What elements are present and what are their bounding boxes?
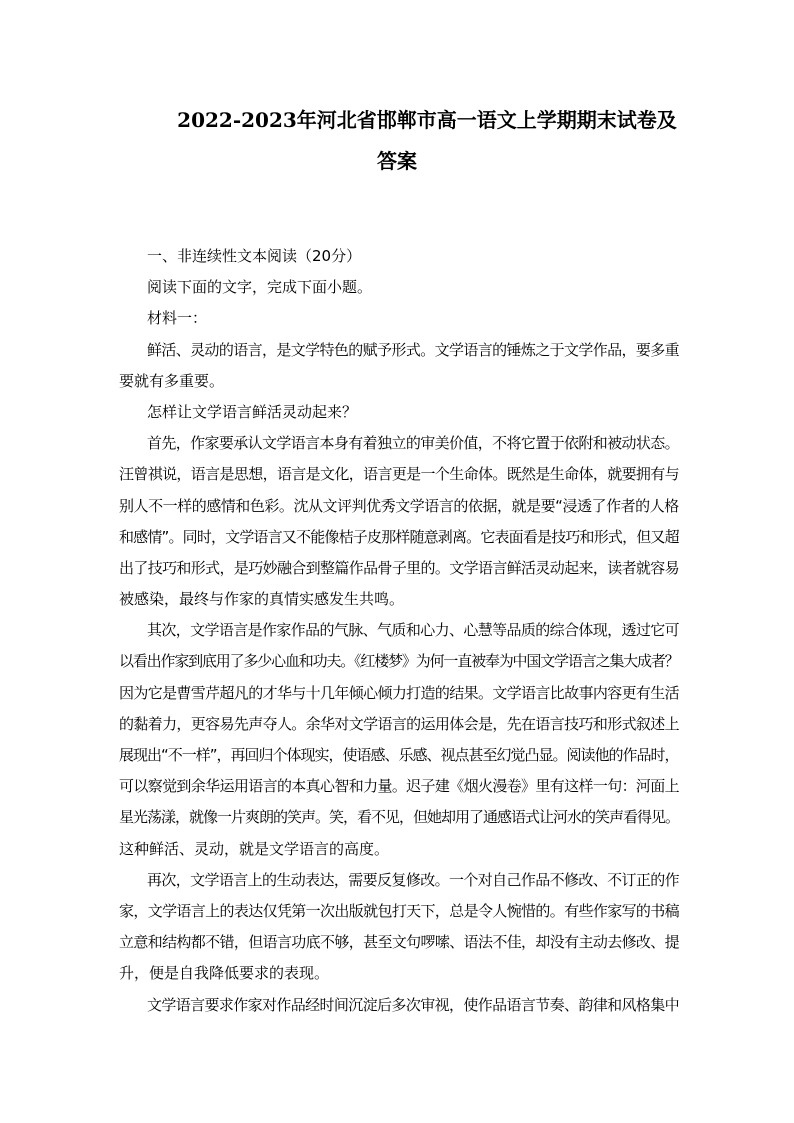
text-line: 可以察觉到余华运用语言的本真心智和力量。迟子建《烟火漫卷》里有这样一句：河面上 xyxy=(119,777,680,796)
paragraph xyxy=(119,620,679,870)
document-body xyxy=(119,246,679,1026)
text-line: 怎样让文学语言鲜活灵动起来？ xyxy=(147,402,358,421)
document-title-line-2: 答案 xyxy=(377,149,417,173)
text-line: 和感情”。同时，文学语言又不能像桔子皮那样随意剥离。它表面看是技巧和形式，但又超 xyxy=(119,527,679,546)
text-line: 升，便是自我降低要求的表现。 xyxy=(119,964,330,983)
text-line: 的黏着力，更容易先声夺人。余华对文学语言的运用体会是，先在语言技巧和形式叙述上 xyxy=(119,714,680,733)
text-line: 出了技巧和形式，是巧妙融合到整篇作品骨子里的。文学语言鲜活灵动起来，读者就容易 xyxy=(119,558,680,577)
text-line: 以看出作家到底用了多少心血和功夫。《红楼梦》为何一直被奉为中国文学语言之集大成者？ xyxy=(119,652,679,671)
document-title-line-1: 2022-2023年河北省邯郸市高一语文上学期期末试卷及 xyxy=(177,108,677,132)
paragraph xyxy=(119,402,679,433)
text-line: 其次，文学语言是作家作品的气脉、气质和心力、心慧等品质的综合体现，透过它可 xyxy=(147,621,680,640)
paragraph xyxy=(119,277,679,308)
text-line: 星光荡漾，就像一片爽朗的笑声。笑，看不见，但她却用了通感语式让河水的笑声看得见。 xyxy=(119,808,680,827)
text-line: 材料一： xyxy=(147,309,208,328)
text-line: 再次，文学语言上的生动表达，需要反复修改。一个对自己作品不修改、不订正的作 xyxy=(147,870,680,889)
paragraph xyxy=(119,870,679,995)
paragraph xyxy=(119,433,679,620)
text-line: 首先，作家要承认文学语言本身有着独立的审美价值，不将它置于依附和被动状态。 xyxy=(147,434,680,453)
text-line: 别人不一样的感情和色彩。沈从文评判优秀文学语言的依据，就是要“浸透了作者的人格 xyxy=(119,496,679,515)
text-line: 阅读下面的文字，完成下面小题。 xyxy=(147,278,373,297)
text-line: 家，文学语言上的表达仅凭第一次出版就包打天下，总是令人惋惜的。有些作家写的书稿 xyxy=(119,901,680,920)
paragraph xyxy=(119,340,679,402)
text-line: 这种鲜活、灵动，就是文学语言的高度。 xyxy=(119,839,390,858)
text-line: 因为它是曹雪芹超凡的才华与十几年倾心倾力打造的结果。文学语言比故事内容更有生活 xyxy=(119,683,680,702)
text-line: 展现出“不一样”，再回归个体现实，使语感、乐感、视点甚至幻觉凸显。阅读他的作品时， xyxy=(119,746,679,764)
text-line: 汪曾祺说，语言是思想，语言是文化，语言更是一个生命体。既然是生命体，就要拥有与 xyxy=(119,465,680,484)
text-line: 文学语言要求作家对作品经时间沉淀后多次审视，使作品语言节奏、韵律和风格集中 xyxy=(147,995,680,1014)
text-line: 鲜活、灵动的语言，是文学特色的赋予形式。文学语言的锤炼之于文学作品，要多重 xyxy=(147,340,680,359)
text-line: 被感染，最终与作家的真情实感发生共鸣。 xyxy=(119,590,405,609)
text-line: 要就有多重要。 xyxy=(119,371,225,390)
paragraph xyxy=(119,246,679,277)
text-line: 一、非连续性文本阅读（20分） xyxy=(147,247,362,265)
paragraph xyxy=(119,308,679,339)
paragraph xyxy=(119,995,679,1026)
text-line: 立意和结构都不错，但语言功底不够，甚至文句啰嗦、语法不佳，却没有主动去修改、提 xyxy=(119,933,680,952)
